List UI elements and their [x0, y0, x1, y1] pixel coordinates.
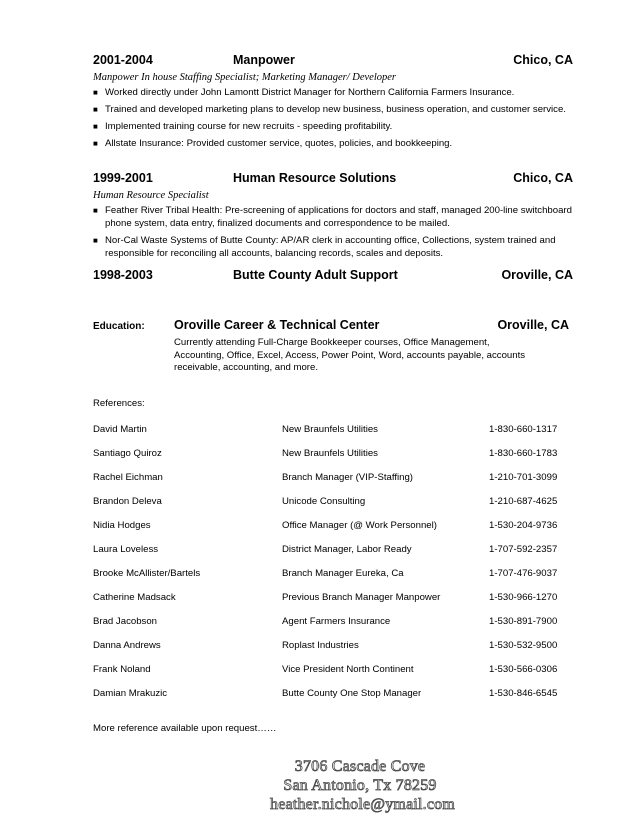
bullet-square-icon: ■	[93, 122, 98, 131]
bullet-text: Allstate Insurance: Provided customer service, quotes, policies, and bookkeeping.	[105, 138, 453, 149]
education-label: Education:	[93, 321, 145, 332]
contact-address: 3706 Cascade Cove	[294, 758, 426, 775]
reference-row	[93, 592, 593, 616]
reference-name: Brooke McAllister/Bartels	[93, 568, 201, 579]
reference-title: Vice President North Continent	[282, 664, 414, 675]
reference-title: Roplast Industries	[282, 640, 359, 651]
reference-title: Office Manager (@ Work Personnel)	[282, 520, 437, 531]
bullet-text: Implemented training course for new recruits - speeding profitability.	[105, 121, 393, 132]
job-entry-butte-county	[93, 268, 593, 286]
reference-name: David Martin	[93, 424, 147, 435]
contact-block	[270, 757, 456, 814]
bullet-square-icon: ■	[93, 88, 98, 97]
bullet-item	[93, 86, 593, 99]
job-location: Oroville, CA	[501, 268, 573, 282]
reference-name: Brandon Deleva	[93, 496, 162, 507]
reference-phone: 1-530-532-9500	[489, 640, 558, 651]
reference-name: Frank Noland	[93, 664, 151, 675]
references-title: References:	[93, 398, 145, 409]
reference-name: Damian Mrakuzic	[93, 688, 168, 699]
bullet-item	[93, 137, 593, 150]
job-dates: 1998-2003	[93, 268, 153, 282]
job-company: Human Resource Solutions	[233, 171, 397, 185]
bullet-item	[93, 120, 593, 133]
reference-name: Nidia Hodges	[93, 520, 151, 531]
reference-title: Branch Manager Eureka, Ca	[282, 568, 404, 579]
reference-title: Agent Farmers Insurance	[282, 616, 391, 627]
bullet-square-icon: ■	[93, 139, 98, 148]
bullet-item	[93, 234, 593, 260]
job-dates: 2001-2004	[93, 53, 153, 67]
bullet-text: Worked directly under John Lamontt District Manager for Northern California Farmers Insurance.	[105, 87, 515, 98]
job-location: Chico, CA	[513, 53, 573, 67]
reference-phone: 1-530-846-6545	[489, 688, 558, 699]
job-company: Butte County Adult Support	[233, 268, 398, 282]
reference-phone: 1-707-476-9037	[489, 568, 558, 579]
reference-title: New Braunfels Utilities	[282, 424, 378, 435]
reference-title: Previous Branch Manager Manpower	[282, 592, 441, 603]
job-bullets	[93, 86, 593, 150]
reference-row	[93, 424, 593, 448]
job-bullets	[93, 204, 593, 260]
job-role: Manpower In house Staffing Specialist; Marketing Manager/ Developer	[93, 72, 396, 83]
reference-title: New Braunfels Utilities	[282, 448, 378, 459]
job-header	[93, 268, 593, 286]
reference-row	[93, 616, 593, 640]
reference-title: District Manager, Labor Ready	[282, 544, 412, 555]
reference-name: Danna Andrews	[93, 640, 161, 651]
reference-title: Butte County One Stop Manager	[282, 688, 422, 699]
reference-phone: 1-210-701-3099	[489, 472, 558, 483]
job-header	[93, 53, 593, 71]
reference-phone: 1-530-891-7900	[489, 616, 558, 627]
reference-row	[93, 472, 593, 496]
bullet-text: Trained and developed marketing plans to develop new business, business operation, and customer service.	[105, 104, 566, 115]
reference-phone: 1-210-687-4625	[489, 496, 558, 507]
contact-email: heather.nichole@ymail.com	[270, 796, 456, 813]
reference-row	[93, 688, 593, 712]
reference-phone: 1-830-660-1317	[489, 424, 558, 435]
reference-row	[93, 640, 593, 664]
bullet-text: Nor-Cal Waste Systems of Butte County: AP/AR clerk in accounting office, Collections, system trained and responsible for reconciling all accounts, balancing records, scales and deposits.	[105, 235, 556, 259]
reference-name: Rachel Eichman	[93, 472, 163, 483]
bullet-square-icon: ■	[93, 105, 98, 114]
reference-title: Unicode Consulting	[282, 496, 366, 507]
more-references-note: More reference available upon request……	[93, 723, 277, 734]
contact-city: San Antonio, Tx 78259	[283, 777, 437, 794]
job-entry-human-resource-solutions	[93, 171, 593, 264]
reference-name: Laura Loveless	[93, 544, 159, 555]
bullet-item	[93, 204, 593, 230]
reference-phone: 1-830-660-1783	[489, 448, 558, 459]
job-dates: 1999-2001	[93, 171, 153, 185]
reference-row	[93, 544, 593, 568]
education-location: Oroville, CA	[497, 318, 569, 332]
reference-row	[93, 496, 593, 520]
reference-name: Brad Jacobson	[93, 616, 157, 627]
reference-phone: 1-530-966-1270	[489, 592, 558, 603]
reference-phone: 1-530-566-0306	[489, 664, 558, 675]
job-entry-manpower	[93, 53, 593, 154]
bullet-item	[93, 103, 593, 116]
job-role: Human Resource Specialist	[93, 190, 209, 201]
reference-name: Santiago Quiroz	[93, 448, 162, 459]
reference-phone: 1-707-592-2357	[489, 544, 558, 555]
reference-title: Branch Manager (VIP-Staffing)	[282, 472, 414, 483]
reference-row	[93, 448, 593, 472]
reference-row	[93, 664, 593, 688]
bullet-square-icon: ■	[93, 236, 98, 245]
reference-row	[93, 520, 593, 544]
education-description: Currently attending Full-Charge Bookkeeper courses, Office Management, Accounting, Office, Excel, Access, Power Point, Word, accounts payable, accounts receivable, accounting, and more.	[174, 337, 526, 373]
bullet-text: Feather River Tribal Health: Pre-screening of applications for doctors and staff, managed 200-line switchboard phone system, data entry, finalized documents and correspondence to be mailed.	[105, 205, 572, 229]
job-location: Chico, CA	[513, 171, 573, 185]
job-company: Manpower	[233, 53, 295, 67]
job-header	[93, 171, 593, 189]
reference-phone: 1-530-204-9736	[489, 520, 558, 531]
education-school: Oroville Career & Technical Center	[174, 318, 380, 332]
reference-row	[93, 568, 593, 592]
reference-name: Catherine Madsack	[93, 592, 176, 603]
references-table	[93, 424, 593, 712]
bullet-square-icon: ■	[93, 206, 98, 215]
